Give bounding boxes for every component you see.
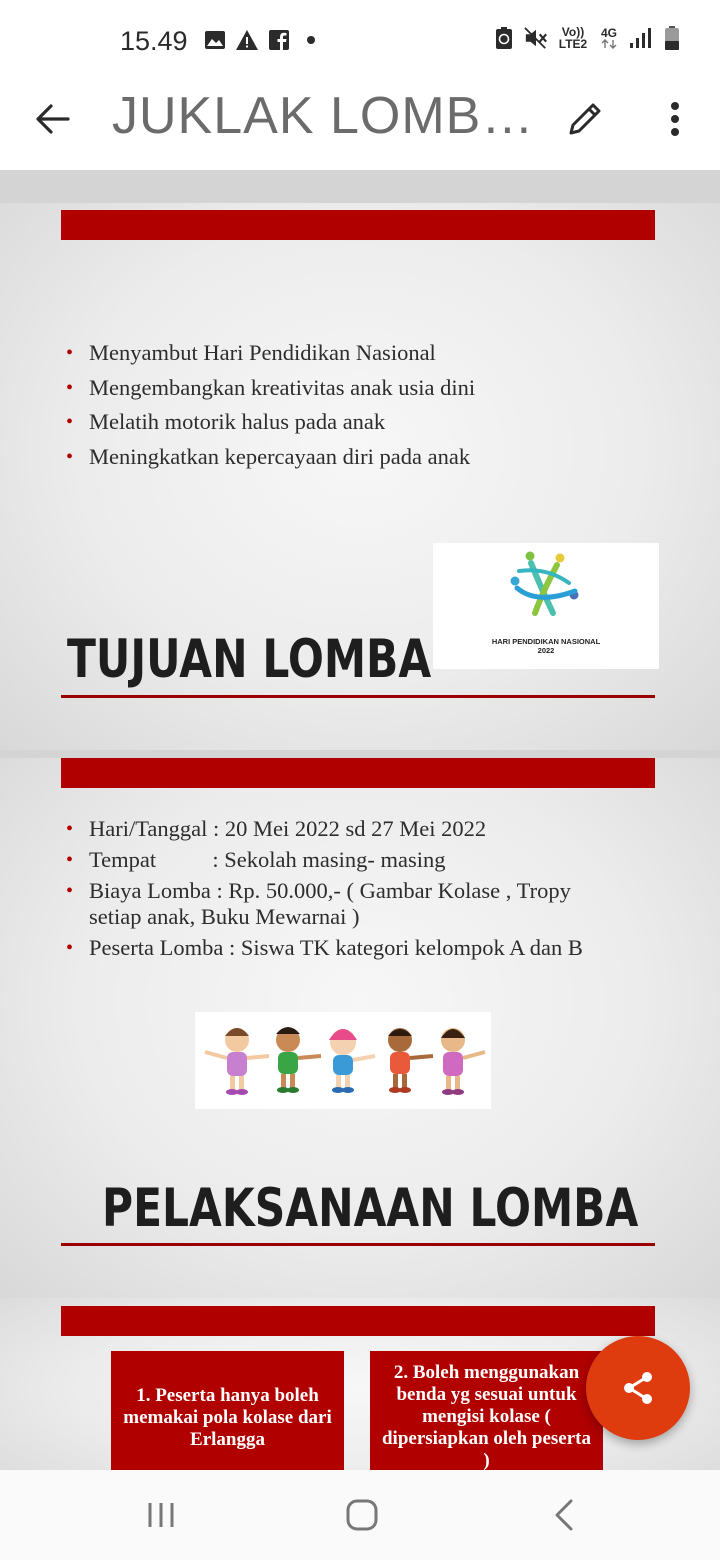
hardiknas-logo xyxy=(433,543,659,669)
home-button[interactable] xyxy=(332,1490,392,1540)
rule-card-2: 2. Boleh menggunakan benda yg sesuai untuk mengisi kolase ( dipersiapkan oleh peserta ) xyxy=(370,1351,603,1470)
back-nav-button[interactable] xyxy=(534,1490,594,1540)
battery-icon xyxy=(660,26,684,50)
list-item: • Tempat : Sekolah masing- masing xyxy=(66,847,626,873)
signal-icon xyxy=(628,26,652,50)
slide-heading: PELAKSANAAN LOMBA xyxy=(102,1178,639,1239)
mute-icon xyxy=(524,26,548,50)
rule-card-1: 1. Peserta hanya boleh memakai pola kolase dari Erlangga xyxy=(111,1351,344,1470)
kids-holding-hands-icon xyxy=(195,1012,491,1109)
list-item: • Menyambut Hari Pendidikan Nasional xyxy=(66,336,646,371)
app-toolbar xyxy=(0,80,720,170)
share-icon xyxy=(620,1370,656,1406)
list-item: • Peserta Lomba : Siswa TK kategori kelompok A dan B xyxy=(66,935,626,961)
list-item: • Hari/Tanggal : 20 Mei 2022 sd 27 Mei 2022 xyxy=(66,816,626,842)
dot-icon xyxy=(299,28,323,52)
system-nav-bar xyxy=(0,1470,720,1560)
pencil-icon xyxy=(565,99,605,139)
facebook-icon xyxy=(267,28,291,52)
notification-icons xyxy=(203,28,323,52)
slide-pelaksanaan-lomba xyxy=(0,758,720,1298)
slide-tujuan-lomba xyxy=(0,203,720,750)
hardiknas-emblem-icon xyxy=(433,543,659,627)
home-icon xyxy=(346,1499,378,1531)
list-item: • Meningkatkan kepercayaan diri pada anak xyxy=(66,440,646,475)
logo-caption: HARI PENDIDIKAN NASIONAL xyxy=(491,637,601,646)
slide-header-bar xyxy=(61,758,655,788)
recent-apps-icon xyxy=(146,1500,176,1530)
back-button[interactable] xyxy=(28,94,78,144)
logo-year: 2022 xyxy=(537,646,555,655)
more-options-button[interactable] xyxy=(650,94,700,144)
heading-underline xyxy=(61,695,655,698)
tujuan-bullet-list xyxy=(66,336,646,474)
volte-icon: Vo)) LTE2 xyxy=(558,25,588,51)
slide-header-bar xyxy=(61,210,655,240)
slide-header-bar xyxy=(61,1306,655,1336)
slide-heading: TUJUAN LOMBA xyxy=(67,629,432,690)
children-illustration xyxy=(195,1012,491,1109)
battery-saver-icon xyxy=(492,26,516,50)
back-nav-icon xyxy=(553,1499,575,1531)
list-item: • Melatih motorik halus pada anak xyxy=(66,405,646,440)
share-button[interactable] xyxy=(586,1336,690,1440)
list-item: • Mengembangkan kreativitas anak usia dini xyxy=(66,371,646,406)
document-title: JUKLAK LOMB… xyxy=(112,87,535,145)
recent-apps-button[interactable] xyxy=(131,1490,191,1540)
status-time: 15.49 xyxy=(120,26,188,56)
list-item: • Biaya Lomba : Rp. 50.000,- ( Gambar Kolase , Tropy setiap anak, Buku Mewarnai ) xyxy=(66,878,626,930)
warning-icon xyxy=(235,28,259,52)
edit-button[interactable] xyxy=(560,94,610,144)
image-icon xyxy=(203,28,227,52)
arrow-left-icon xyxy=(35,103,71,135)
pelaksanaan-bullet-list xyxy=(66,816,626,961)
system-status-icons xyxy=(492,26,684,50)
more-vertical-icon xyxy=(670,101,680,137)
status-bar xyxy=(0,0,720,80)
heading-underline xyxy=(61,1243,655,1246)
document-viewer[interactable] xyxy=(0,170,720,1470)
network-4g-icon: 4G xyxy=(598,26,620,50)
